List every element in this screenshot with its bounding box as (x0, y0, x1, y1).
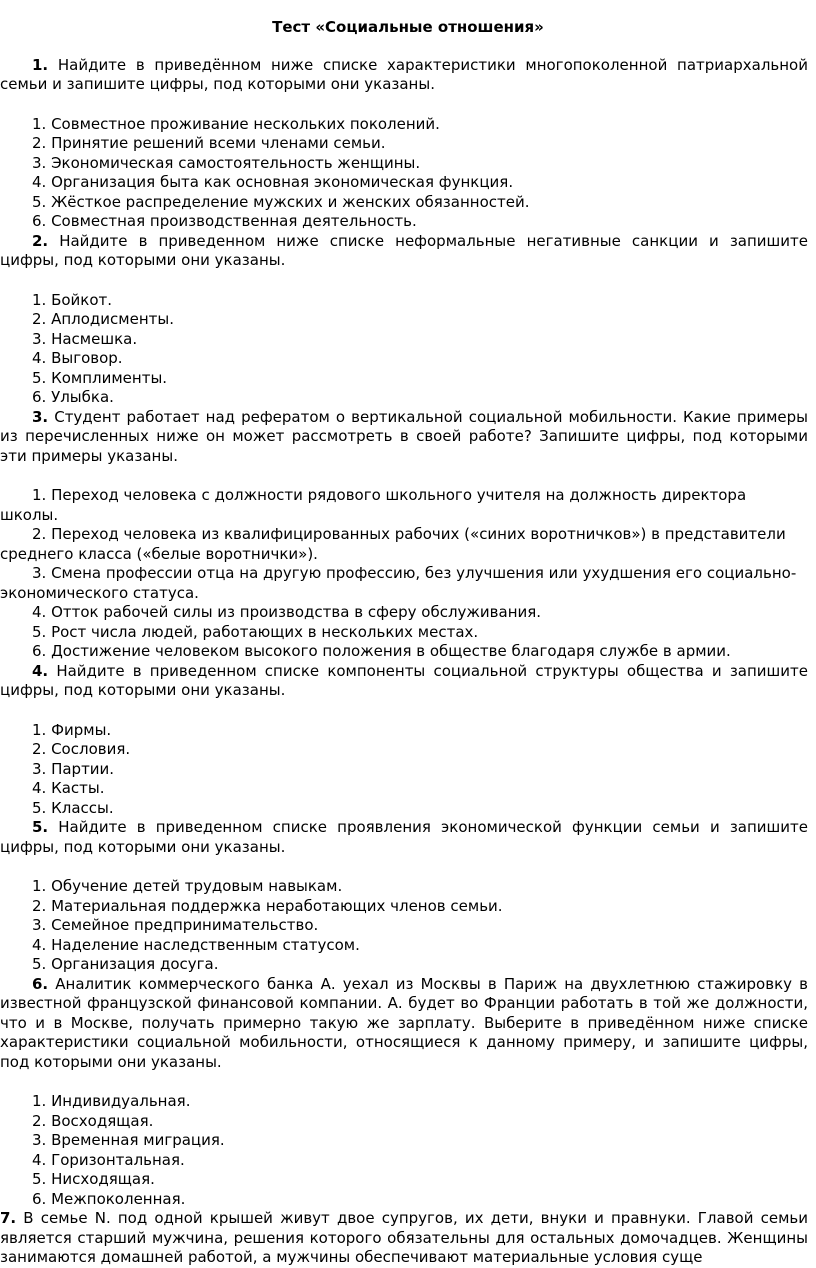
option: 6. Межпоколенная. (32, 1189, 186, 1208)
option: 5. Жёсткое распределение мужских и женских обязанностей. (32, 192, 530, 211)
option: 6. Достижение человеком высокого положения в обществе благодаря службе в армии. (32, 642, 731, 660)
option: 1. Фирмы. (32, 720, 112, 739)
option: 3. Экономическая самостоятельность женщины. (32, 153, 421, 172)
option: 4. Организация быта как основная экономическая функция. (32, 173, 514, 191)
option: 3. Насмешка. (32, 329, 138, 348)
spacer (0, 466, 816, 486)
option: 5. Классы. (32, 798, 114, 817)
option: 1. Совместное проживание нескольких поколений. (32, 114, 440, 133)
spacer (0, 95, 816, 115)
document-title: Тест «Социальные отношения» (272, 18, 544, 36)
question-number: 5. (32, 818, 49, 836)
option: 1. Переход человека с должности рядового школьного учителя на должность директора школы. (0, 486, 747, 524)
question-text: Найдите в приведенном ниже списке неформальные негативные санкции и запишите цифры, под которыми они указаны. (0, 231, 808, 269)
question-number: 4. (32, 661, 49, 680)
question-1 (0, 56, 808, 95)
question-text: Аналитик коммерческого банка А. уехал из Москвы в Париж на двухлетнюю стажировку в известной французской финансовой компании. А. будет во Франции работать в той же должности, что и в Москве, получать примерно такую же зарплату. Выберите в приведённом ниже списке характеристики социальной мобильности, относящиеся к данному примеру, и запишите цифры, под которыми они указаны. (0, 974, 808, 1071)
option: 4. Выговор. (32, 349, 123, 367)
option: 4. Отток рабочей силы из производства в сферу обслуживания. (32, 603, 542, 621)
question-5 (0, 818, 808, 857)
question-6 (0, 975, 808, 1073)
option: 2. Восходящая. (32, 1111, 154, 1130)
option: 4. Наделение наследственным статусом. (32, 935, 360, 954)
question-text: Найдите в приведенном списке проявления экономической функции семьи и запишите цифры, под которыми они указаны. (0, 818, 808, 856)
question-number: 3. (32, 407, 49, 426)
question-7 (0, 1209, 808, 1268)
option: 5. Нисходящая. (32, 1170, 155, 1188)
question-3 (0, 408, 808, 467)
question-4 (0, 662, 808, 701)
option: 5. Организация досуга. (32, 955, 219, 973)
option: 3. Смена профессии отца на другую профессию, без улучшения или ухудшения его социально-экономического статуса. (0, 564, 797, 602)
spacer (0, 857, 816, 877)
option: 2. Материальная поддержка неработающих членов семьи. (32, 896, 503, 915)
option: 2. Аплодисменты. (32, 310, 174, 328)
question-number: 1. (32, 55, 49, 74)
question-number: 6. (32, 974, 49, 993)
option: 4. Горизонтальная. (32, 1150, 185, 1169)
option: 2. Переход человека из квалифицированных рабочих («синих воротничков») в представители среднего класса («белые воротнички»). (0, 525, 786, 563)
option: 3. Семейное предпринимательство. (32, 916, 319, 934)
question-text: Найдите в приведённом ниже списке характеристики многопоколенной патриархальной семьи и запишите цифры, под которыми они указаны. (0, 55, 808, 93)
option: 3. Временная миграция. (32, 1131, 225, 1149)
option: 3. Партии. (32, 759, 115, 778)
spacer (0, 271, 816, 291)
option: 2. Сословия. (32, 740, 131, 758)
spacer (0, 1072, 816, 1092)
option: 6. Улыбка. (32, 388, 114, 406)
question-text: В семье N. под одной крышей живут двое супругов, их дети, внуки и правнуки. Главой семьи является старший мужчина, решения которого обязательны для остальных домочадцев. Женщины занимаются домашней работой, а мужчины обеспечивают материальные условия суще (0, 1209, 808, 1266)
spacer (0, 701, 816, 721)
question-text: Студент работает над рефератом о вертикальной социальной мобильности. Какие примеры из перечисленных ниже он может рассмотреть в своей работе? Запишите цифры, под которыми эти примеры указаны. (0, 407, 808, 465)
option: 6. Совместная производственная деятельность. (32, 212, 417, 230)
option: 2. Принятие решений всеми членами семьи. (32, 134, 386, 152)
question-2 (0, 232, 808, 271)
option: 5. Рост числа людей, работающих в нескольких местах. (32, 622, 479, 641)
option: 5. Комплименты. (32, 368, 168, 387)
question-number: 2. (32, 231, 49, 250)
question-number: 7. (0, 1209, 17, 1227)
option: 1. Бойкот. (32, 290, 113, 309)
option: 1. Обучение детей трудовым навыкам. (32, 877, 343, 895)
option: 4. Касты. (32, 779, 105, 797)
option: 1. Индивидуальная. (32, 1092, 191, 1110)
question-text: Найдите в приведенном списке компоненты социальной структуры общества и запишите цифры, под которыми они указаны. (0, 661, 808, 699)
